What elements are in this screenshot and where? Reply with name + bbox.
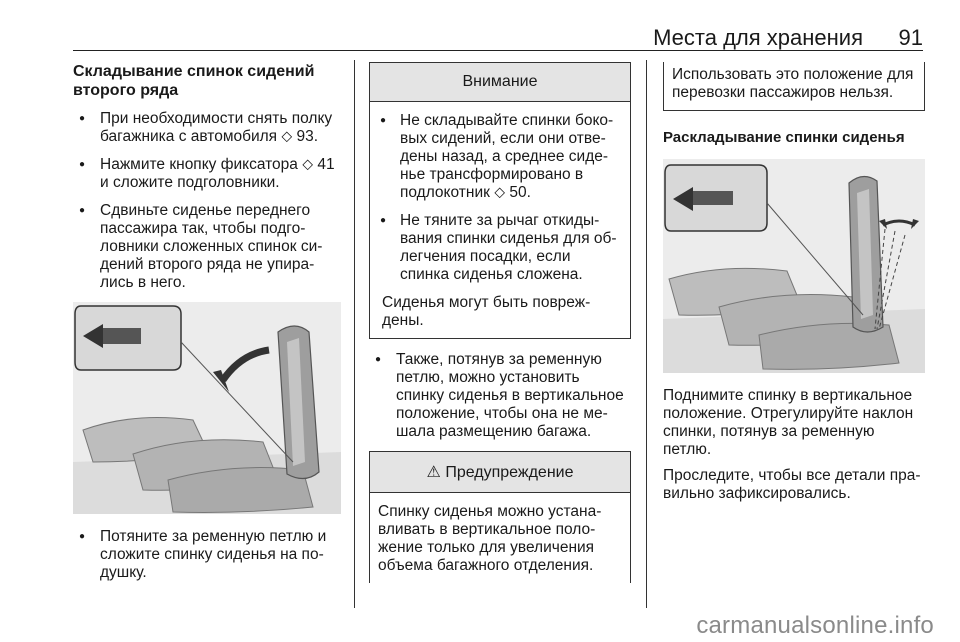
- list-item: ● Сдвиньте сиденье переднего пассажира так, чтобы подго-ловники сложенных спинок си-дений второго ряда не упира-лись в него.: [73, 202, 341, 292]
- column-2: [369, 62, 631, 583]
- warning-continued-text: Использовать это положение для перевозки пассажиров нельзя.: [672, 66, 914, 101]
- list-item: ● Не тяните за рычаг откиды-вания спинки сиденья для об-легчения посадки, если спинка сиденья сложена.: [378, 212, 622, 284]
- list-item: ● Не складывайте спинки боко-вых сидений, если они отве-дены назад, а среднее сиде-нье трансформировано в подлокотник ⬦ 50.: [378, 112, 622, 202]
- list-item: ● Также, потянув за ременную петлю, можно установить спинку сиденья в вертикальное положение, чтобы она не ме-шала размещению багажа.: [369, 351, 631, 441]
- watermark: carmanualsonline.info: [696, 612, 934, 639]
- instruction-paragraph: Поднимите спинку в вертикальное положение. Отрегулируйте наклон спинки, потянув за ременную петлю.: [663, 387, 914, 458]
- section-heading-unfold: Раскладывание спинки сиденья: [663, 129, 905, 146]
- steps-list-col2: [369, 351, 631, 441]
- notice-list: [378, 112, 622, 284]
- column-divider: [646, 60, 647, 608]
- section-heading-fold: Складывание спинок сидений второго ряда: [73, 63, 315, 99]
- list-item: ● Потяните за ременную петлю и сложите спинку сиденья на по-душку.: [73, 528, 341, 582]
- list-item: ● При необходимости снять полку багажника с автомобиля ⬦ 93.: [73, 110, 341, 146]
- column-divider: [354, 60, 355, 608]
- column-3: [663, 62, 925, 503]
- fold-seat-illustration: [73, 302, 341, 514]
- notice-box: [369, 62, 631, 339]
- warning-header: [370, 452, 630, 493]
- page-title: Места для хранения: [653, 25, 863, 50]
- notice-text: Сиденья могут быть повреж-дены.: [382, 294, 591, 329]
- warning-text: Спинку сиденья можно устана-вливать в вертикальное поло-жение только для увеличения объема багажного отделения.: [378, 503, 602, 574]
- steps-list: [73, 110, 341, 292]
- page-number: 91: [898, 25, 923, 50]
- list-item: ● Нажмите кнопку фиксатора ⬦ 41 и сложите подголовники.: [73, 156, 341, 192]
- warning-triangle-icon: ⚠: [426, 464, 441, 481]
- warning-title: Предупреждение: [445, 464, 574, 481]
- notice-title: Внимание: [370, 63, 630, 102]
- page-header: [73, 22, 923, 51]
- steps-list-after: [73, 528, 341, 582]
- instruction-paragraph: Проследите, чтобы все детали пра-вильно зафиксировались.: [663, 467, 921, 502]
- column-1: [73, 62, 341, 592]
- warning-continued-box: [663, 62, 925, 111]
- warning-box: [369, 451, 631, 583]
- unfold-seat-illustration: [663, 159, 925, 373]
